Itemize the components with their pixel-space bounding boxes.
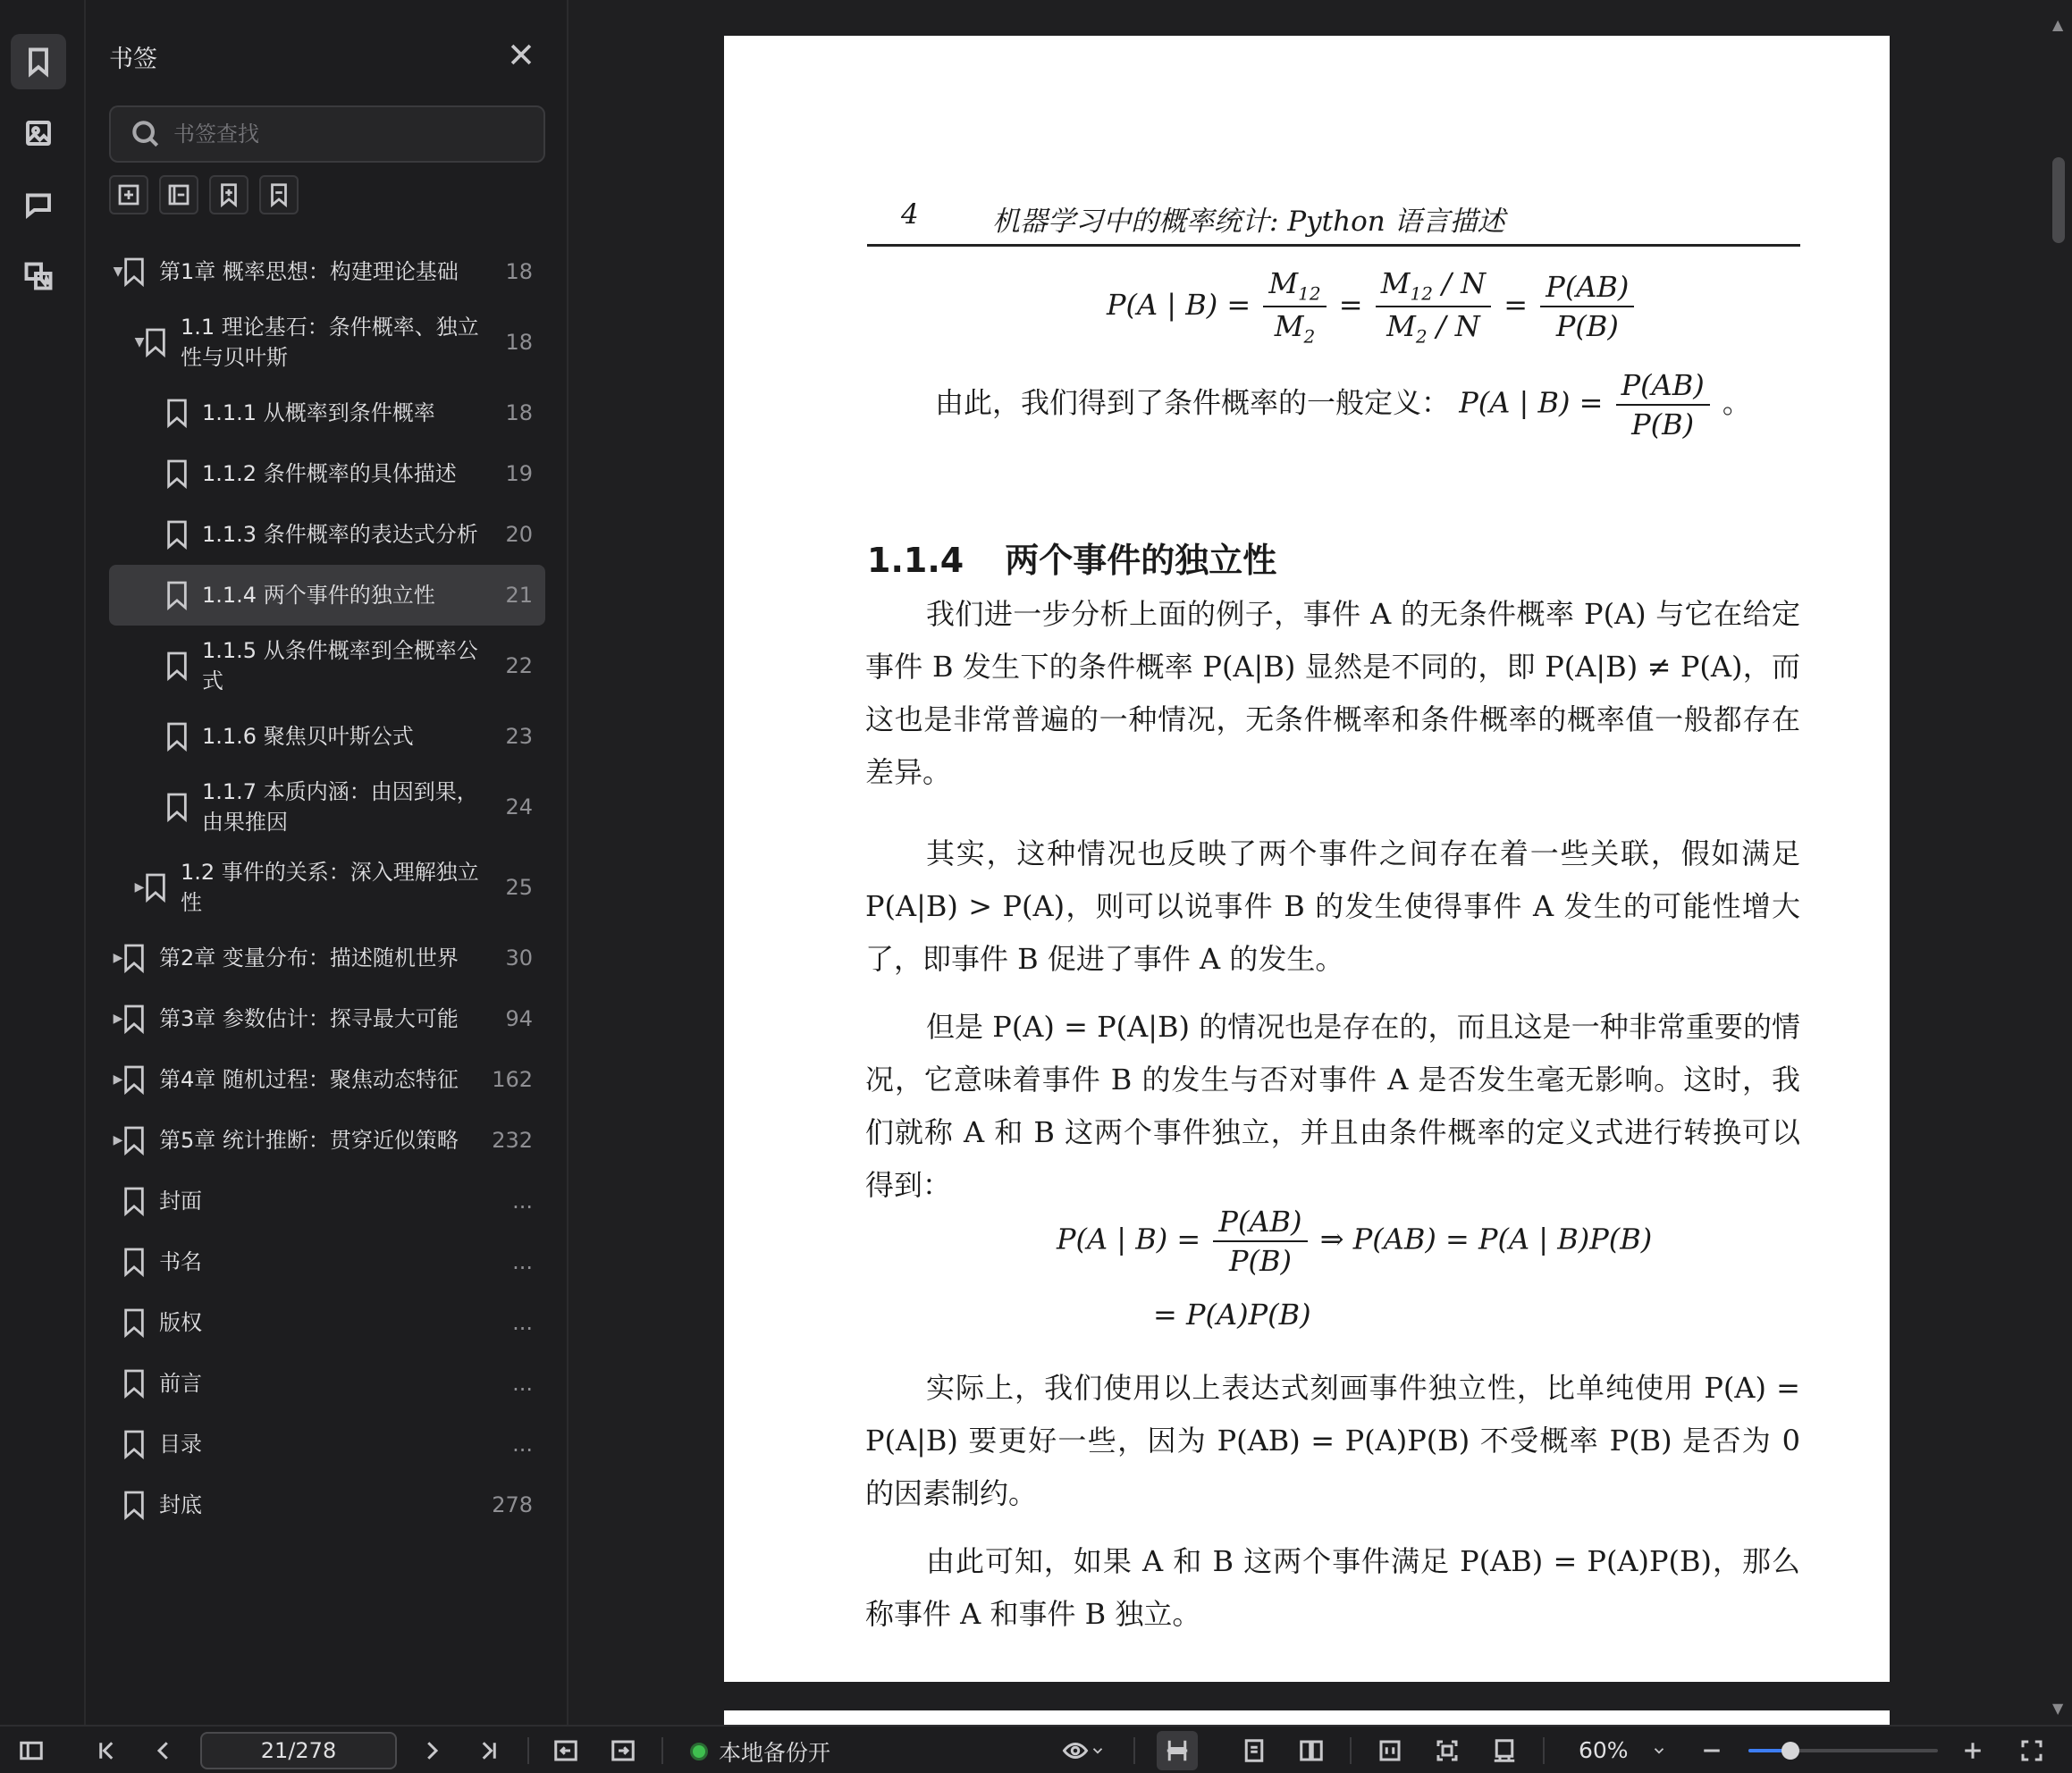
bookmark-label: 第2章 变量分布：描述随机世界 xyxy=(159,945,459,971)
zoom-level[interactable]: 60% xyxy=(1579,1737,1629,1763)
bookmark-icon xyxy=(164,580,190,610)
translate-panel-button[interactable] xyxy=(11,248,66,304)
toolbar-separator xyxy=(1350,1737,1352,1764)
bookmark-item[interactable] xyxy=(109,1292,545,1353)
bookmark-item[interactable] xyxy=(109,443,545,504)
bookmark-item[interactable] xyxy=(109,1475,545,1535)
image-icon xyxy=(22,117,55,149)
forward-arrow-icon xyxy=(610,1737,636,1764)
bookmark-item[interactable] xyxy=(109,626,545,706)
first-page-icon xyxy=(93,1737,120,1764)
collapse-arrow-icon[interactable]: ▶ xyxy=(113,1072,123,1087)
eq1-f3-den: P(B) xyxy=(1555,309,1619,344)
chevron-down-icon xyxy=(1090,1743,1106,1759)
thumbnail-panel-button[interactable] xyxy=(11,105,66,161)
bookmark-icon xyxy=(22,46,55,78)
bookmark-icon xyxy=(122,256,147,287)
collapse-arrow-icon[interactable]: ▶ xyxy=(113,1012,123,1026)
bookmark-page-number: ... xyxy=(512,1249,533,1274)
eq1-fraction-2 xyxy=(1376,266,1491,348)
bookmark-label: 1.1 理论基石：条件概率、独立性与贝叶斯 xyxy=(181,315,479,370)
bookmark-item[interactable] xyxy=(109,1414,545,1475)
scroll-down-arrow[interactable]: ▼ xyxy=(2052,1700,2064,1717)
bookmark-label: 1.1.1 从概率到条件概率 xyxy=(202,400,435,425)
paragraph-1: 我们进一步分析上面的例子，事件 A 的无条件概率 P(A) 与它在给定事件 B 发生下的条件概率 P(A|B) 显然是不同的，即 P(A|B) ≠ P(A)，而这也是非常普遍的一种情况，无条件概率和条件概率的概率值一般都存在差异。 xyxy=(865,597,1800,789)
plus-icon xyxy=(1959,1737,1986,1764)
document-page xyxy=(724,36,1890,1682)
bookmark-page-number: 94 xyxy=(505,1006,533,1031)
actual-size-icon xyxy=(1491,1737,1518,1764)
toolbar-separator xyxy=(527,1737,529,1764)
vertical-scrollbar-thumb[interactable] xyxy=(2052,157,2065,243)
definition-end: 。 xyxy=(1722,385,1751,420)
toolbar-separator xyxy=(1133,1737,1135,1764)
bookmark-page-number: 232 xyxy=(492,1128,533,1153)
bookmark-label: 目录 xyxy=(159,1432,202,1457)
next-page-button[interactable] xyxy=(417,1735,447,1766)
bookmark-label: 1.2 事件的关系：深入理解独立性 xyxy=(181,860,479,915)
section-title: 两个事件的独立性 xyxy=(1005,541,1277,580)
running-head-page-number: 4 xyxy=(901,198,919,231)
bookmark-page-number: 23 xyxy=(505,724,533,749)
bookmark-icon xyxy=(164,792,190,822)
sidebar-icon xyxy=(18,1737,45,1764)
bookmark-panel-button[interactable] xyxy=(11,34,66,89)
eq2-rhs: ⇒ P(AB) = P(A | B)P(B) xyxy=(1319,1222,1653,1256)
bookmark-page-number: 19 xyxy=(505,461,533,486)
search-icon xyxy=(129,117,163,151)
close-panel-button[interactable] xyxy=(506,39,536,70)
bookmark-page-number: 162 xyxy=(492,1067,533,1092)
toolbar-separator xyxy=(661,1737,663,1764)
chevron-left-icon xyxy=(150,1737,177,1764)
continuous-page-icon xyxy=(1164,1737,1191,1764)
running-head-title: 机器学习中的概率统计: Python 语言描述 xyxy=(992,206,1505,238)
bookmark-icon xyxy=(164,519,190,550)
last-page-button[interactable] xyxy=(474,1735,504,1766)
back-arrow-icon xyxy=(552,1737,579,1764)
bookmark-item[interactable] xyxy=(109,767,545,847)
eq1-f1-den: M xyxy=(1274,309,1304,344)
bookmark-label: 书名 xyxy=(159,1249,202,1274)
previous-page-button[interactable] xyxy=(148,1735,179,1766)
icon-rail xyxy=(0,0,86,1725)
eq1-f2-den-tail: / N xyxy=(1427,309,1480,344)
bookmark-label: 1.1.7 本质内涵：由因到果，由果推因 xyxy=(202,779,478,835)
bookmark-item[interactable] xyxy=(109,928,545,988)
two-page-icon xyxy=(1298,1737,1325,1764)
bookmark-search[interactable] xyxy=(109,105,545,163)
two-page-button[interactable] xyxy=(1296,1735,1327,1766)
eq1-fraction-3 xyxy=(1540,270,1634,343)
bookmark-icon xyxy=(143,872,168,903)
bookmark-page-number: 18 xyxy=(505,259,533,284)
expand-arrow-icon[interactable]: ▼ xyxy=(134,335,145,349)
eq1-f2-den-sub: 2 xyxy=(1415,325,1428,348)
bookmark-label: 版权 xyxy=(159,1310,202,1335)
bookmark-icon xyxy=(122,1125,147,1155)
zoom-slider[interactable] xyxy=(1748,1749,1938,1752)
bookmark-icon xyxy=(122,1490,147,1520)
toolbar-separator xyxy=(1543,1737,1545,1764)
equation-conditional-probability: P(A | B) = $\frac{M_{12}}{M_2}$ = $\frac{M_{12} / N}{M_2 / N}$ = $\frac{P(AB)}{P(B)}$ xyxy=(1107,266,1638,348)
bookmark-page-number: 25 xyxy=(505,875,533,900)
bookmark-label: 第3章 参数估计：探寻最大可能 xyxy=(159,1006,459,1031)
fit-page-button[interactable] xyxy=(1432,1735,1462,1766)
collapse-arrow-icon[interactable]: ▶ xyxy=(134,880,145,895)
fullscreen-button[interactable] xyxy=(2017,1735,2047,1766)
add-bookmark-icon xyxy=(115,181,142,208)
panel-title: 书签 xyxy=(109,46,157,73)
eq1-f3-num: P(AB) xyxy=(1540,270,1634,307)
close-icon xyxy=(506,39,536,70)
reading-mode-dropdown[interactable] xyxy=(1089,1735,1107,1766)
bookmark-icon xyxy=(164,721,190,752)
section-heading xyxy=(867,533,1276,582)
page-number-input[interactable]: 21/278 xyxy=(200,1732,397,1769)
bookmark-icon xyxy=(122,1429,147,1459)
bookmark-icon xyxy=(122,943,147,973)
eq1-f2-num-sub: 12 xyxy=(1410,282,1433,305)
reading-mode-button[interactable] xyxy=(1060,1735,1091,1766)
bookmark-icon xyxy=(164,458,190,489)
bookmark-item[interactable] xyxy=(109,302,545,382)
eq2-fraction xyxy=(1213,1205,1307,1278)
bookmark-tools xyxy=(109,175,299,214)
comment-icon xyxy=(22,189,55,221)
bookmark-page-number: 278 xyxy=(492,1492,533,1517)
bookmark-icon xyxy=(122,1247,147,1277)
zoom-dropdown[interactable] xyxy=(1650,1735,1668,1766)
eq1-f1-num: M xyxy=(1268,266,1299,300)
bookmark-page-number: 18 xyxy=(505,330,533,355)
add-child-bookmark-button[interactable] xyxy=(159,175,198,214)
bookmark-item[interactable] xyxy=(109,1231,545,1292)
equation-independence-line2: = P(A)P(B) xyxy=(1153,1298,1311,1332)
bookmark-icon xyxy=(143,327,168,357)
document-viewer xyxy=(569,0,2072,1725)
bookmark-search-input[interactable] xyxy=(173,122,513,147)
zoom-slider-handle[interactable] xyxy=(1781,1742,1799,1760)
equation-independence xyxy=(1057,1205,1652,1278)
bookmark-panel xyxy=(86,0,569,1725)
last-page-icon xyxy=(476,1737,502,1764)
bookmark-page-number: 30 xyxy=(505,945,533,971)
eq1-f2-num-tail: / N xyxy=(1433,266,1487,300)
collapse-bookmark-button[interactable] xyxy=(259,175,299,214)
bottom-toolbar xyxy=(0,1725,2072,1773)
bookmark-icon xyxy=(122,1064,147,1095)
bookmark-label: 1.1.4 两个事件的独立性 xyxy=(202,583,435,608)
bookmark-label: 封底 xyxy=(159,1492,202,1517)
definition-eq-lhs: P(A | B) = xyxy=(1459,385,1604,420)
eq1-f1-den-sub: 2 xyxy=(1303,325,1316,348)
toggle-sidebar-button[interactable] xyxy=(16,1735,46,1766)
bookmark-item[interactable] xyxy=(109,1171,545,1231)
bookmark-icon xyxy=(122,1186,147,1216)
bookmark-icon xyxy=(122,1307,147,1338)
status-dot-icon xyxy=(690,1743,708,1760)
fit-page-icon xyxy=(1434,1737,1461,1764)
eye-icon xyxy=(1062,1737,1089,1764)
bookmark-page-number: 22 xyxy=(505,653,533,678)
fullscreen-icon xyxy=(2018,1737,2045,1764)
eq2-num: P(AB) xyxy=(1213,1205,1307,1242)
bookmark-page-number: 24 xyxy=(505,794,533,819)
navigate-forward-button[interactable] xyxy=(608,1735,638,1766)
bookmark-label: 1.1.5 从条件概率到全概率公式 xyxy=(202,638,478,693)
eq1-f1-num-sub: 12 xyxy=(1298,282,1321,305)
bookmark-item[interactable] xyxy=(109,565,545,626)
bookmark-page-number: ... xyxy=(512,1432,533,1457)
bookmark-item[interactable] xyxy=(109,847,545,928)
bookmark-label: 前言 xyxy=(159,1371,202,1396)
paragraph-5: 由此可知，如果 A 和 B 这两个事件满足 P(AB) = P(A)P(B)，那么称事件 A 和事件 B 独立。 xyxy=(865,1544,1800,1631)
comment-panel-button[interactable] xyxy=(11,177,66,232)
eq1-f2-num: M xyxy=(1380,266,1411,300)
collapse-arrow-icon[interactable]: ▶ xyxy=(113,1133,123,1147)
translate-icon xyxy=(22,260,55,292)
minus-icon xyxy=(1698,1737,1725,1764)
bookmark-icon xyxy=(122,1004,147,1034)
actual-size-button[interactable] xyxy=(1489,1735,1520,1766)
definition-line xyxy=(935,368,1751,441)
eq1-f2-den: M xyxy=(1386,309,1416,344)
bookmark-label: 第5章 统计推断：贯穿近似策略 xyxy=(159,1128,459,1153)
bookmark-label: 1.1.2 条件概率的具体描述 xyxy=(202,461,457,486)
bookmark-page-number: ... xyxy=(512,1189,533,1214)
bookmark-item[interactable] xyxy=(109,1049,545,1110)
add-bookmark-button[interactable] xyxy=(109,175,148,214)
bookmark-icon xyxy=(164,651,190,681)
bookmark-page-number: 21 xyxy=(505,583,533,608)
fit-width-icon xyxy=(1377,1737,1403,1764)
single-page-icon xyxy=(1241,1737,1268,1764)
paragraph-2: 其实，这种情况也反映了两个事件之间存在着一些关联，假如满足 P(A|B) > P(A)，则可以说事件 B 的发生使得事件 A 发生的可能性增大了，即事件 B 促进了事件 A 的发生。 xyxy=(865,836,1800,976)
section-number: 1.1.4 xyxy=(867,541,964,580)
eq2-den: P(B) xyxy=(1228,1244,1292,1278)
single-page-button[interactable] xyxy=(1239,1735,1269,1766)
bookmark-label: 第4章 随机过程：聚焦动态特征 xyxy=(159,1067,459,1092)
collapse-bookmark-icon xyxy=(265,181,292,208)
bookmark-item[interactable] xyxy=(109,382,545,443)
definition-text: 由此，我们得到了条件概率的一般定义： xyxy=(935,385,1451,420)
paragraph-3: 但是 P(A) = P(A|B) 的情况也是存在的，而且这是一种非常重要的情况，它意味着事件 B 的发生与否对事件 A 是否发生毫无影响。这时，我们就称 A 和 B 这两个事件独立，并且由条件概率的定义式进行转换可以得到： xyxy=(865,1010,1800,1202)
bookmark-page-number: ... xyxy=(512,1310,533,1335)
bookmark-page-number: 18 xyxy=(505,400,533,425)
bookmark-item[interactable] xyxy=(109,504,545,565)
definition-den: P(B) xyxy=(1631,408,1695,441)
bookmark-page-number: ... xyxy=(512,1371,533,1396)
collapse-arrow-icon[interactable]: ▶ xyxy=(113,951,123,965)
running-head xyxy=(867,161,1800,247)
bookmark-label: 封面 xyxy=(159,1189,202,1214)
bookmark-item[interactable] xyxy=(109,988,545,1049)
expand-arrow-icon[interactable]: ▼ xyxy=(113,265,123,279)
eq1-lhs: P(A | B) = xyxy=(1107,287,1251,322)
paragraph-4: 实际上，我们使用以上表达式刻画事件独立性，比单纯使用 P(A) = P(A|B) 要更好一些，因为 P(AB) = P(A)P(B) 不受概率 P(B) 是否为 0 的因素制约。 xyxy=(865,1371,1800,1510)
backup-label: 本地备份开 xyxy=(719,1740,831,1766)
bookmark-icon xyxy=(122,1368,147,1399)
bookmark-item[interactable] xyxy=(109,1110,545,1171)
bookmark-page-number: 20 xyxy=(505,522,533,547)
bookmark-label: 1.1.3 条件概率的表达式分析 xyxy=(202,522,478,547)
bookmark-item[interactable] xyxy=(109,1353,545,1414)
definition-fraction xyxy=(1616,368,1710,441)
eq2-lhs: P(A | B) = xyxy=(1057,1222,1201,1256)
add-child-bookmark-icon xyxy=(165,181,192,208)
bookmark-label: 1.1.6 聚焦贝叶斯公式 xyxy=(202,724,414,749)
definition-num: P(AB) xyxy=(1616,368,1710,406)
bookmark-item[interactable] xyxy=(109,706,545,767)
navigate-back-button[interactable] xyxy=(551,1735,581,1766)
bookmark-item[interactable] xyxy=(109,241,545,302)
zoom-in-button[interactable] xyxy=(1958,1735,1988,1766)
bookmark-icon xyxy=(164,398,190,428)
expand-bookmark-button[interactable] xyxy=(209,175,248,214)
backup-status[interactable] xyxy=(690,1735,830,1768)
eq1-fraction-1 xyxy=(1263,266,1326,348)
scroll-up-arrow[interactable]: ▲ xyxy=(2052,16,2064,33)
continuous-scroll-button[interactable] xyxy=(1157,1731,1198,1770)
chevron-down-icon xyxy=(1651,1743,1667,1759)
bookmark-label: 第1章 概率思想：构建理论基础 xyxy=(159,259,459,284)
chevron-right-icon xyxy=(418,1737,445,1764)
fit-width-button[interactable] xyxy=(1375,1735,1405,1766)
bookmark-list xyxy=(109,241,545,1535)
expand-bookmark-icon xyxy=(215,181,242,208)
zoom-out-button[interactable] xyxy=(1697,1735,1727,1766)
first-page-button[interactable] xyxy=(91,1735,122,1766)
